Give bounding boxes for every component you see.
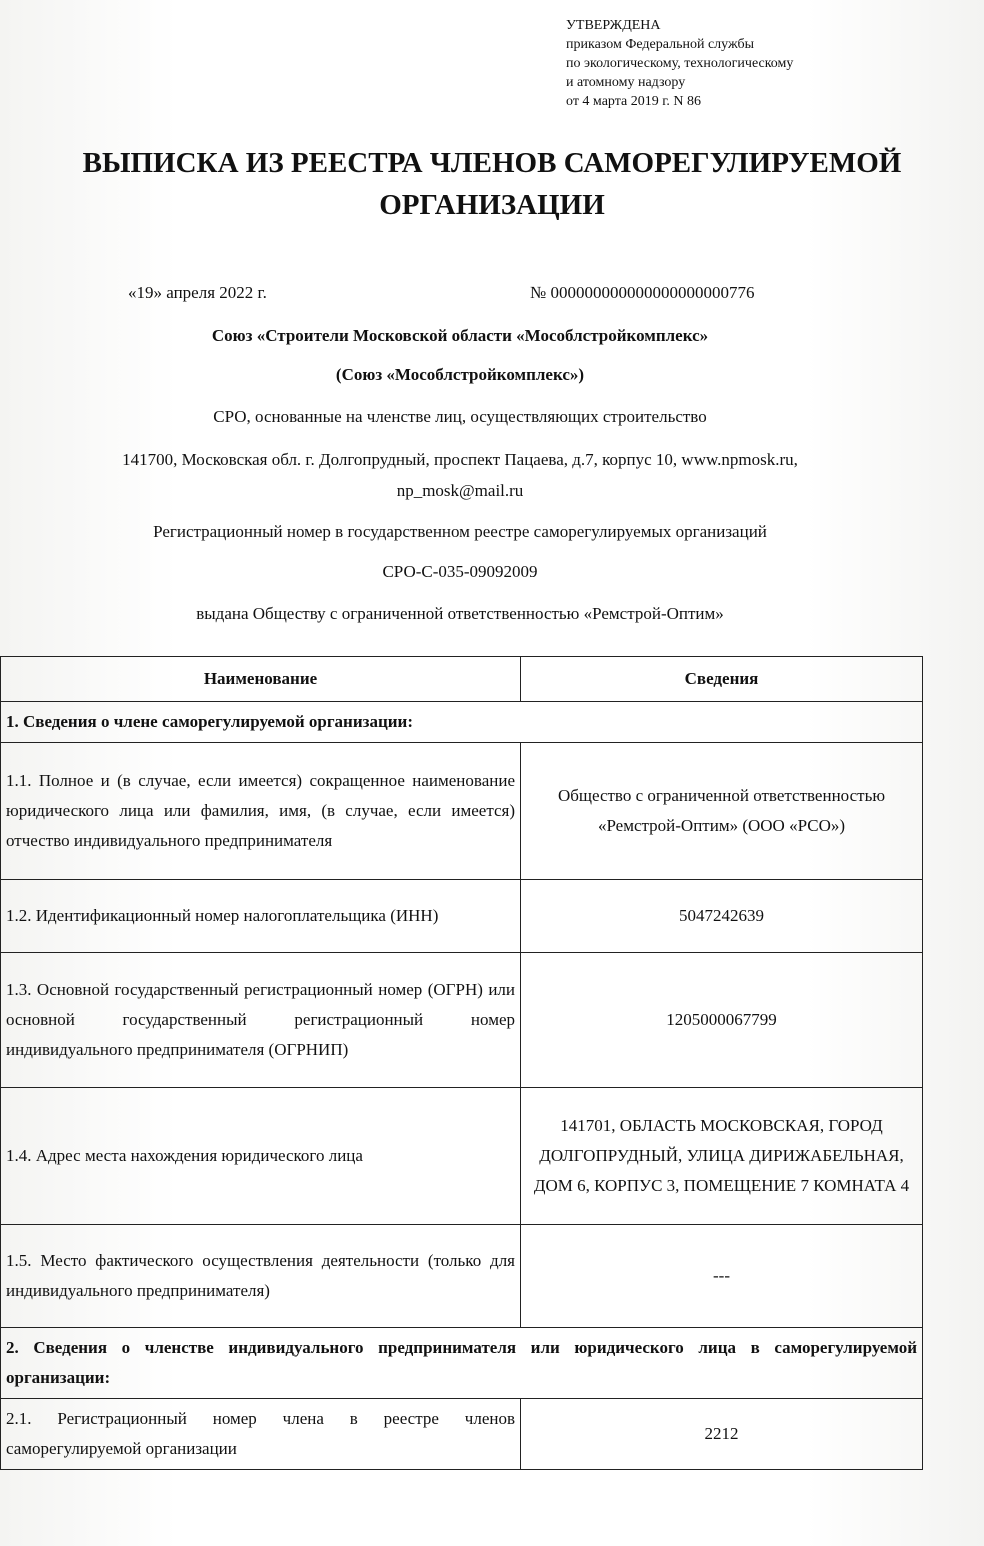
sro-reg-number: СРО-С-035-09092009 (382, 562, 538, 581)
approval-line: от 4 марта 2019 г. N 86 (566, 94, 702, 109)
approval-line: и атомному надзору (566, 75, 686, 90)
document-title (20, 142, 964, 226)
row-1-4-value: 141701, ОБЛАСТЬ МОСКОВСКАЯ, ГОРОД ДОЛГОПРУДНЫЙ, УЛИЦА ДИРИЖАБЕЛЬНАЯ, ДОМ 6, КОРПУС 3, ПОМЕЩЕНИЕ 7 КОМНАТА 4 (521, 1088, 923, 1225)
row-1-3-name: 1.3. Основной государственный регистрационный номер (ОГРН) или основной государственный регистрационный номер индивидуального предпринимателя (ОГРНИП) (1, 953, 521, 1088)
row-1-5-value: --- (521, 1225, 923, 1328)
table-row (1, 743, 923, 880)
section-row (1, 1328, 923, 1399)
sro-type: СРО, основанные на членстве лиц, осуществляющих строительство (213, 407, 707, 426)
row-1-4-name: 1.4. Адрес места нахождения юридического лица (1, 1088, 521, 1225)
extract-date: «19» апреля 2022 г. (128, 283, 267, 302)
section-2-title: 2. Сведения о членстве индивидуального предпринимателя или юридического лица в саморегулируемой организации: (1, 1328, 923, 1399)
table-row (1, 880, 923, 953)
sro-address: 141700, Московская обл. г. Долгопрудный, проспект Пацаева, д.7, корпус 10, www.npmosk.ru, (122, 450, 798, 469)
row-2-1-name: 2.1. Регистрационный номер члена в реестре членов саморегулируемой организации (1, 1399, 521, 1470)
table-header-row (1, 657, 923, 702)
row-1-1-name: 1.1. Полное и (в случае, если имеется) сокращенное наименование юридического лица или фамилия, имя, (в случае, если имеется) отчество индивидуального предпринимателя (1, 743, 521, 880)
approval-line: по экологическому, технологическому (566, 56, 794, 71)
sro-short-name: (Союз «Мособлстройкомплекс») (335, 365, 585, 384)
registry-table (0, 656, 923, 1470)
sro-name: Союз «Строители Московской области «Мособлстройкомплекс» (211, 326, 709, 345)
row-1-3-value: 1205000067799 (521, 953, 923, 1088)
table-row (1, 953, 923, 1088)
header-name: Наименование (1, 657, 521, 702)
row-1-1-value: Общество с ограниченной ответственностью «Ремстрой-Оптим» (ООО «РСО») (521, 743, 923, 880)
title-line-2: ОРГАНИЗАЦИИ (379, 189, 605, 221)
title-line-1: ВЫПИСКА ИЗ РЕЕСТРА ЧЛЕНОВ САМОРЕГУЛИРУЕМОЙ (82, 147, 902, 179)
row-1-2-value: 5047242639 (521, 880, 923, 953)
approval-stamp (566, 16, 966, 111)
issued-to: выдана Обществу с ограниченной ответственностью «Ремстрой-Оптим» (196, 604, 724, 623)
row-2-1-value: 2212 (521, 1399, 923, 1470)
sro-email: np_mosk@mail.ru (396, 481, 524, 500)
section-row (1, 702, 923, 743)
row-1-2-name: 1.2. Идентификационный номер налогоплательщика (ИНН) (1, 880, 521, 953)
extract-number: № 000000000000000000000776 (530, 283, 755, 302)
section-1-title: 1. Сведения о члене саморегулируемой организации: (1, 702, 923, 743)
header-value: Сведения (521, 657, 923, 702)
approval-line: УТВЕРЖДЕНА (566, 18, 661, 33)
sro-reg-label: Регистрационный номер в государственном реестре саморегулируемых организаций (153, 522, 767, 541)
table-row (1, 1225, 923, 1328)
row-1-5-name: 1.5. Место фактического осуществления деятельности (только для индивидуального предпринимателя) (1, 1225, 521, 1328)
table-row (1, 1399, 923, 1470)
table-row (1, 1088, 923, 1225)
approval-line: приказом Федеральной службы (566, 37, 754, 52)
